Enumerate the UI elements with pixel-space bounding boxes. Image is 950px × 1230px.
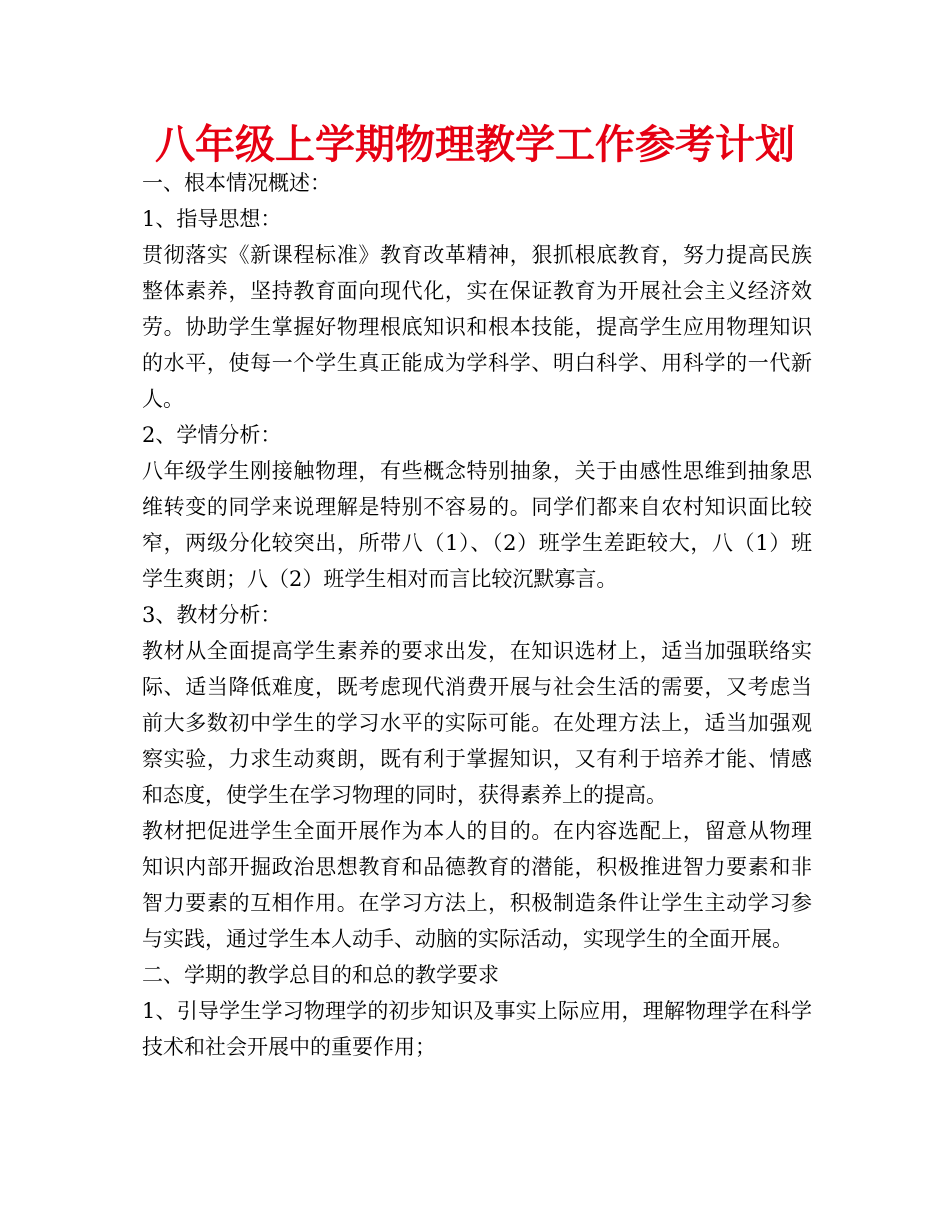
subheading-textbook-analysis: 3、教材分析： <box>142 603 282 627</box>
paragraph-student-analysis: 八年级学生刚接触物理，有些概念特别抽象，关于由感性思维到抽象思维转变的同学来说理解是特别不容易的。同学们都来自农村知识面比较窄，两级分化较突出，所带八（1）、（2）班学生差距较大，八（1）班学生爽朗；八（2）班学生相对而言比较沉默寡言。 <box>142 459 812 591</box>
section-heading-overview: 一、根本情况概述： <box>142 171 331 195</box>
paragraph-textbook-analysis-1: 教材从全面提高学生素养的要求出发，在知识选材上，适当加强联络实际、适当降低难度，既考虑现代消费开展与社会生活的需要，又考虑当前大多数初中学生的学习水平的实际可能。在处理方法上，适当加强观察实验，力求生动爽朗，既有利于掌握知识，又有利于培养才能、情感和态度，使学生在学习物理的同时，获得素养上的提高。 <box>142 639 812 807</box>
document-body <box>142 165 812 1065</box>
paragraph-goal-1: 1、引导学生学习物理学的初步知识及事实上际应用，理解物理学在科学技术和社会开展中的重要作用； <box>142 999 812 1059</box>
subheading-student-analysis: 2、学情分析： <box>142 423 282 447</box>
paragraph-guiding-ideology: 贯彻落实《新课程标准》教育改革精神，狠抓根底教育，努力提高民族整体素养，坚持教育面向现代化，实在保证教育为开展社会主义经济效劳。协助学生掌握好物理根底知识和根本技能，提高学生应用物理知识的水平，使每一个学生真正能成为学科学、明白科学、用科学的一代新人。 <box>142 243 812 411</box>
paragraph-textbook-analysis-2: 教材把促进学生全面开展作为本人的目的。在内容选配上，留意从物理知识内部开掘政治思想教育和品德教育的潜能，积极推进智力要素和非智力要素的互相作用。在学习方法上，积极制造条件让学生主动学习参与实践，通过学生本人动手、动脑的实际活动，实现学生的全面开展。 <box>142 819 812 951</box>
document-title: 八年级上学期物理教学工作参考计划 <box>155 122 795 168</box>
section-heading-semester-goals: 二、学期的教学总目的和总的教学要求 <box>142 963 499 987</box>
subheading-guiding-ideology: 1、指导思想： <box>142 207 282 231</box>
